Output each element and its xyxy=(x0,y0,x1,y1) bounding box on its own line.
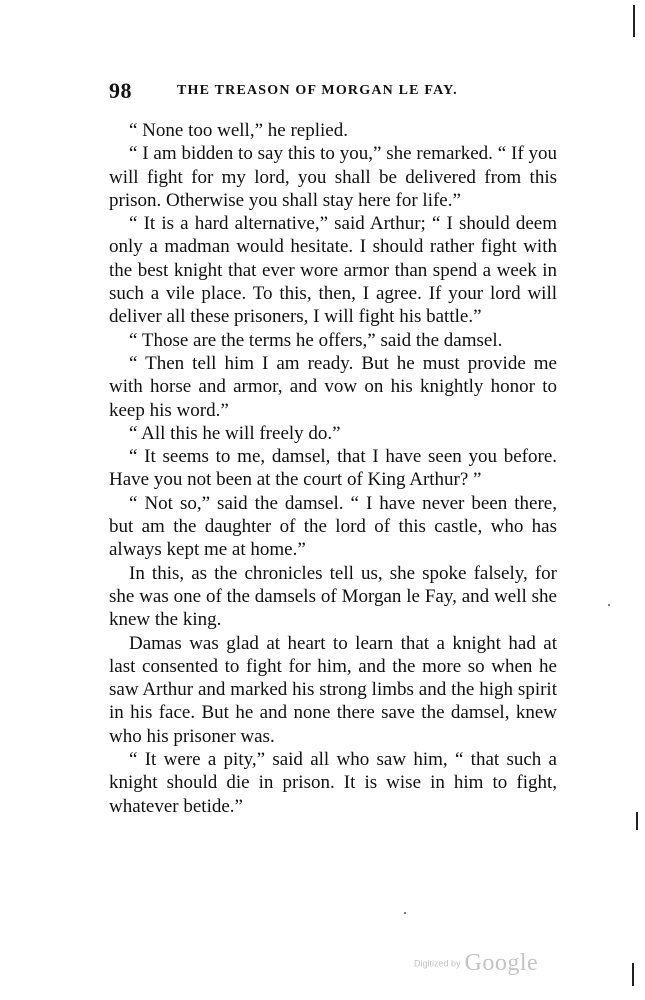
scan-edge-mark xyxy=(633,5,635,37)
google-logo: Google xyxy=(464,950,539,976)
scan-speck xyxy=(608,604,610,606)
watermark-prefix: Digitized by xyxy=(414,958,461,969)
paragraph: “ It were a pity,” said all who saw him, “ that such a knight should die in prison. It is wise in him to fight, whatever betide.” xyxy=(109,749,557,817)
page-number: 98 xyxy=(109,78,132,103)
scan-speck xyxy=(404,912,406,914)
paragraph: “ Not so,” said the damsel. “ I have never been there, but am the daughter of the lord of this castle, who has always kept me at home.” xyxy=(109,492,557,561)
paragraph: “ It is a hard alternative,” said Arthur; “ I should deem only a madman would hesitate. I should rather fight with the best knight that ever wore armor than spend a week in such a vile place. To this, then, I agree. If your lord will deliver all these prisoners, I will fight his battle.” xyxy=(109,213,557,328)
paragraph: “ It seems to me, damsel, that I have seen you before. Have you not been at the court of King Arthur? ” xyxy=(109,446,557,491)
paragraph: “ Those are the terms he offers,” said the damsel. xyxy=(129,329,503,351)
page-header xyxy=(109,78,509,108)
paragraph: “ I am bidden to say this to you,” she remarked. “ If you will fight for my lord, you shall be delivered from this prison. Otherwise you shall stay here for life.” xyxy=(109,143,557,211)
scan-edge-mark xyxy=(636,812,638,830)
paragraph: “ All this he will freely do.” xyxy=(129,422,341,444)
digitized-by-google-watermark xyxy=(414,950,538,977)
body-text xyxy=(109,119,557,818)
paragraph: “ Then tell him I am ready. But he must provide me with horse and armor, and vow on his knightly honor to keep his word.” xyxy=(109,352,557,421)
running-head: THE TREASON OF MORGAN LE FAY. xyxy=(177,83,458,98)
scan-edge-mark xyxy=(632,963,634,986)
paragraph: “ None too well,” he replied. xyxy=(129,120,348,141)
paragraph: In this, as the chronicles tell us, she spoke falsely, for she was one of the damsels of Morgan le Fay, and well she knew the king. xyxy=(109,562,557,631)
paragraph: Damas was glad at heart to learn that a knight had at last consented to fight for him, and the more so when he saw Arthur and marked his strong limbs and the high spirit in his face. But he and none there save the damsel, knew who his prisoner was. xyxy=(109,632,557,747)
